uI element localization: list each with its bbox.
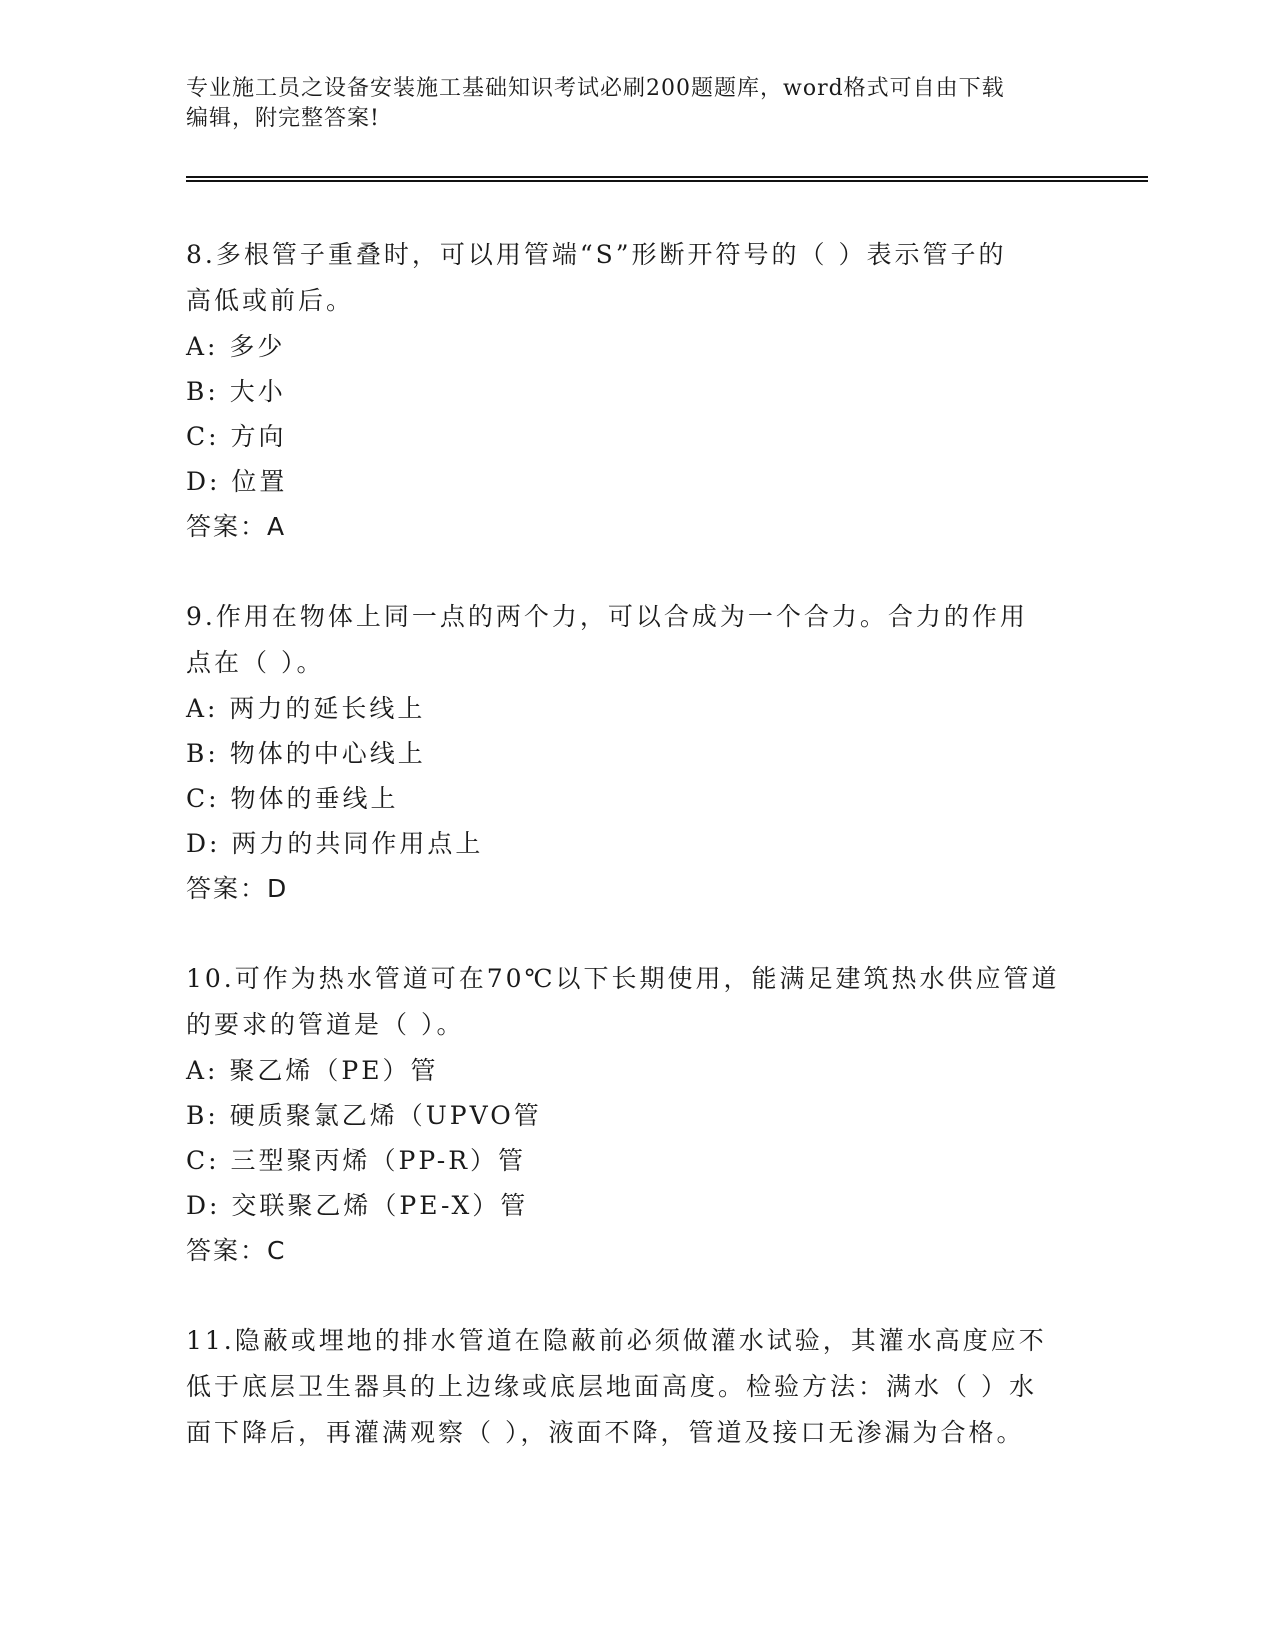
question-11 [186,1318,1086,1456]
answer-label: 答案：A [186,512,287,541]
question-stem-line: 面下降后，再灌满观察（ ），液面不降，管道及接口无渗漏为合格。 [186,1418,1025,1447]
question-stem-line: 高低或前后。 [186,286,355,315]
question-stem-line: 点在（ ）。 [186,648,325,677]
option-c: C: 物体的垂线上 [186,784,399,813]
header-title-line-2: 编辑，附完整答案! [186,106,380,131]
option-d: D: 位置 [186,467,288,496]
answer-label: 答案：C [186,1236,287,1265]
question-stem-line: 11.隐蔽或埋地的排水管道在隐蔽前必须做灌水试验，其灌水高度应不 [186,1326,1047,1355]
question-stem-line: 9.作用在物体上同一点的两个力，可以合成为一个合力。合力的作用 [186,602,1028,631]
option-b: B: 大小 [186,377,286,406]
question-10 [186,956,1086,1273]
header-title-line-1: 专业施工员之设备安装施工基础知识考试必刷200题题库，word格式可自由下载 [186,76,1005,101]
option-a: A: 多少 [186,332,286,361]
question-stem-line: 8.多根管子重叠时，可以用管端“S”形断开符号的（ ）表示管子的 [186,240,1007,269]
option-d: D: 交联聚乙烯（PE-X）管 [186,1191,529,1220]
document-header [186,74,1066,134]
option-a: A: 聚乙烯（PE）管 [186,1056,439,1085]
question-8 [186,232,1086,549]
question-9 [186,594,1086,911]
option-b: B: 物体的中心线上 [186,739,426,768]
question-stem-line: 10.可作为热水管道可在70℃以下长期使用，能满足建筑热水供应管道 [186,964,1060,993]
option-b: B: 硬质聚氯乙烯（UPVO管 [186,1101,542,1130]
header-double-rule [186,176,1148,182]
answer-label: 答案：D [186,874,289,903]
question-stem-line: 的要求的管道是（ ）。 [186,1010,465,1039]
option-d: D: 两力的共同作用点上 [186,829,484,858]
option-a: A: 两力的延长线上 [186,694,426,723]
option-c: C: 方向 [186,422,287,451]
question-stem-line: 低于底层卫生器具的上边缘或底层地面高度。检验方法：满水（ ）水 [186,1372,1037,1401]
question-list [186,232,1086,1501]
option-c: C: 三型聚丙烯（PP-R）管 [186,1146,527,1175]
